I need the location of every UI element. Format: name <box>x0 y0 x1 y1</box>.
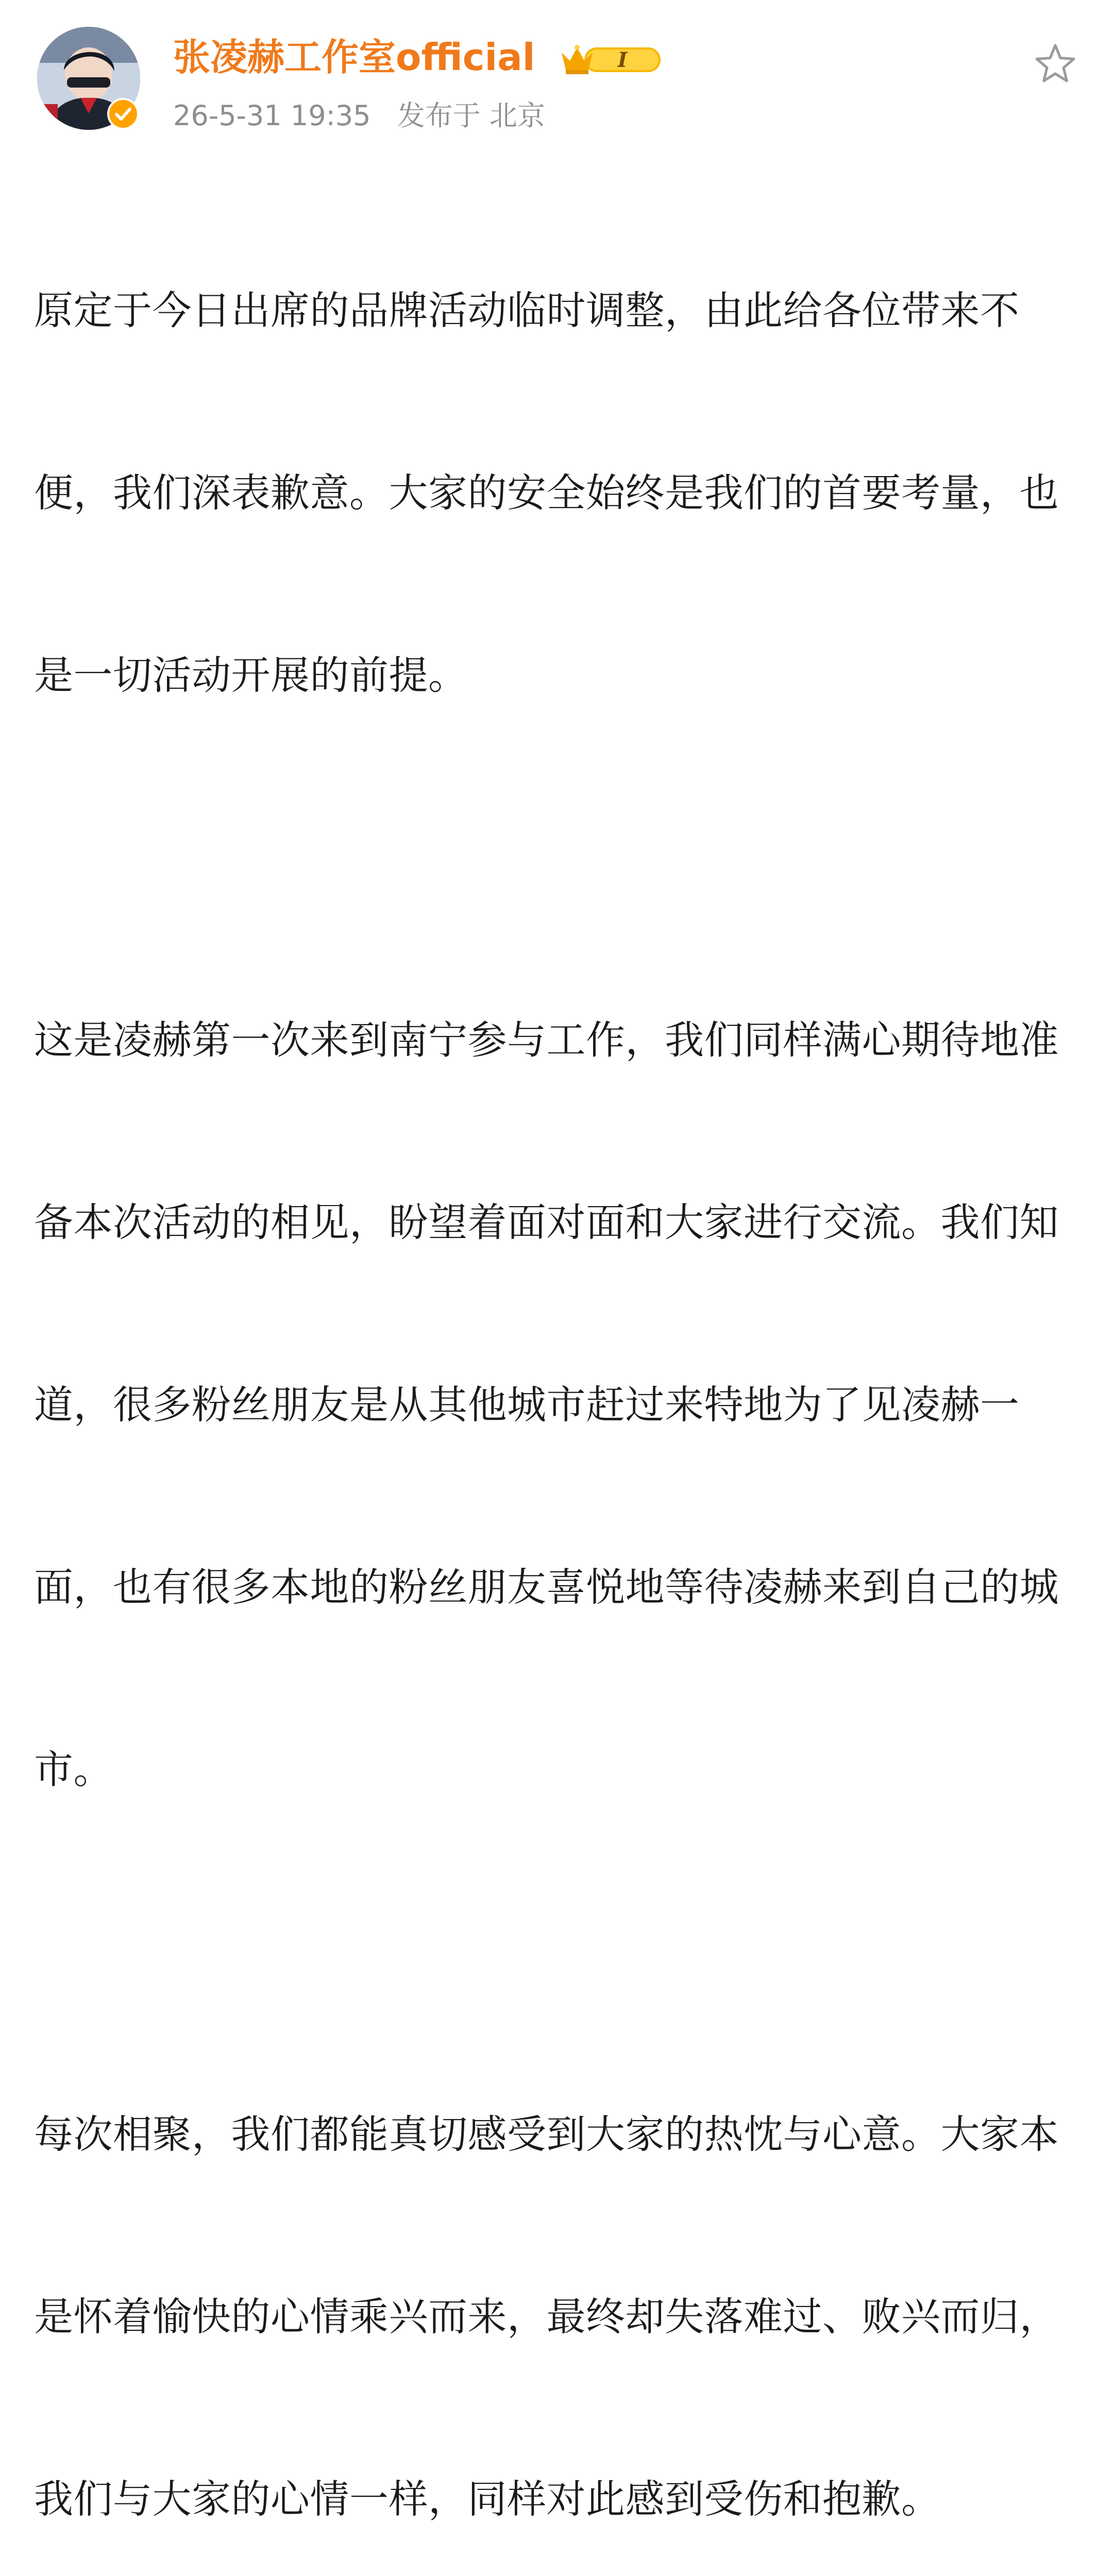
post-paragraph-first-visit <box>34 888 1085 1922</box>
paragraph-line: 是怀着愉快的心情乘兴而来，最终却失落难过、败兴而归， <box>34 2294 1059 2340</box>
post-header <box>0 0 1113 155</box>
post-body <box>34 159 1085 2576</box>
post-paragraph-feelings <box>34 1982 1085 2576</box>
paragraph-line: 便，我们深表歉意。大家的安全始终是我们的首要考量，也 <box>34 470 1059 516</box>
post-location: 发布于 北京 <box>397 99 545 132</box>
paragraph-line: 我们与大家的心情一样，同样对此感到受伤和抱歉。 <box>34 2476 941 2522</box>
paragraph-line: 道，很多粉丝朋友是从其他城市赶过来特地为了见凌赫一 <box>34 1382 1020 1428</box>
paragraph-line: 是一切活动开展的前提。 <box>34 652 468 698</box>
post-meta <box>173 98 545 134</box>
paragraph-line: 原定于今日出席的品牌活动临时调整，由此给各位带来不 <box>34 287 1020 333</box>
favorite-button[interactable] <box>1031 39 1080 89</box>
paragraph-line: 面，也有很多本地的粉丝朋友喜悦地等待凌赫来到自己的城 <box>34 1564 1059 1610</box>
star-outline-icon <box>1031 39 1080 89</box>
vip-badge-level: I <box>617 48 628 72</box>
post-paragraph-apology <box>34 159 1085 827</box>
paragraph-line: 市。 <box>34 1747 113 1792</box>
author-name[interactable]: 张凌赫工作室official <box>173 36 535 79</box>
post-time: 26-5-31 19:35 <box>173 99 371 132</box>
verified-badge-icon <box>107 98 139 130</box>
paragraph-line: 每次相聚，我们都能真切感受到大家的热忱与心意。大家本 <box>34 2111 1059 2157</box>
paragraph-line: 这是凌赫第一次来到南宁参与工作，我们同样满心期待地准 <box>34 1017 1059 1063</box>
vip-badge[interactable] <box>556 40 665 77</box>
paragraph-line: 备本次活动的相见，盼望着面对面和大家进行交流。我们知 <box>34 1199 1059 1245</box>
